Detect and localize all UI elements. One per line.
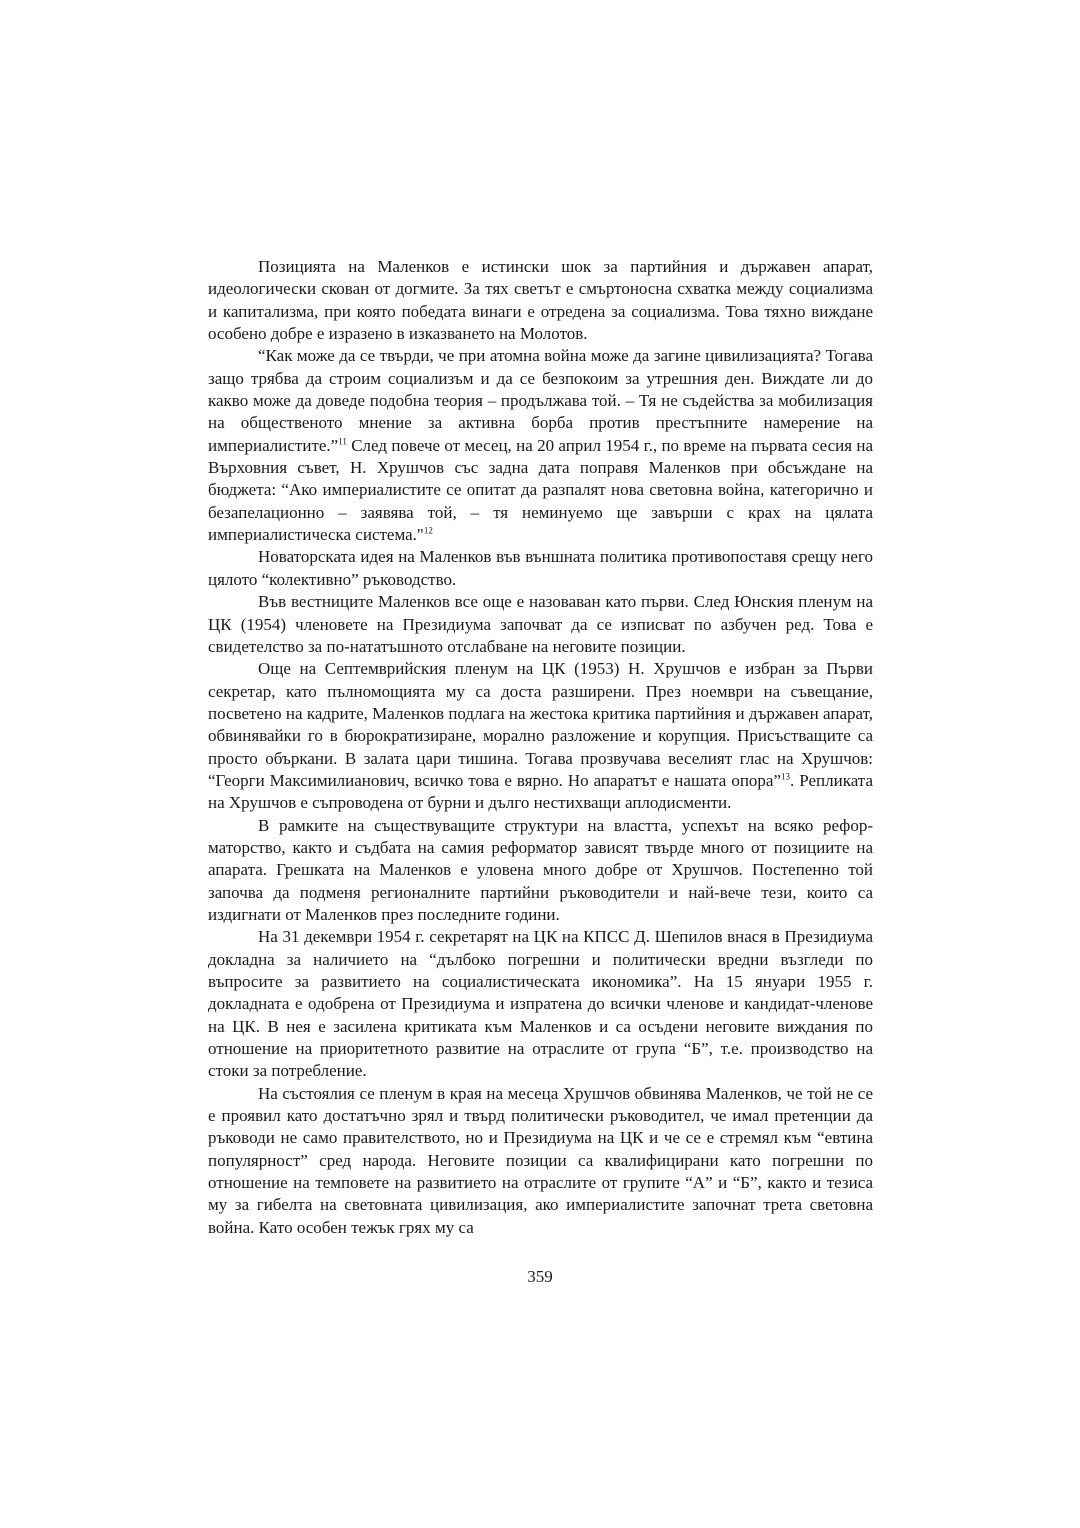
paragraph-2: [208, 345, 873, 546]
footnote-ref-13: 13: [781, 771, 791, 782]
footnote-ref-11: 11: [338, 436, 347, 447]
page-number: 359: [527, 1267, 553, 1286]
paragraph-5-text-cont: . Репликата на Хрушчов е съпроводена от бурни и дълго нестихващи аплодисменти.: [208, 770, 873, 813]
paragraph-4-text: Във вестниците Маленков все още е назоваван като първи. След Юнския пленум на ЦК (1954) членовете на Президиума започват да се изписват по азбучен ред. Това е свидетелство за по-нататъшното отслабване на неговите позиции.: [208, 592, 873, 656]
paragraph-5: [208, 658, 873, 814]
paragraph-3-text: Новаторската идея на Маленков във външната политика противопоставя срещу него цялото “колективно” ръководство.: [208, 547, 873, 589]
footnote-ref-12: 12: [423, 525, 433, 536]
paragraph-1-text: Позицията на Маленков е истински шок за партийния и държавен апарат, идеологически скован от догмите. За тях светът е смъртоносна схватка между социализма и капитализма, при която победата винаги е отредена за социализма. Това тяхно виждане особено добре е изразено в изказването на Молотов.: [208, 257, 873, 344]
paragraph-6-text: В рамките на съществуващите структури на властта, успехът на всяко реформаторство, както и съдбата на самия реформатор зависят твърде много от позициите на апарата. Грешката на Маленков е уловена много добре от Хрушчов. Постепенно той започва да подменя регионалните партийни ръководители и най-вече тези, които са издигнати от Маленков през последните години.: [208, 815, 873, 924]
paragraph-2-text: “Как може да се твърди, че при атомна война може да загине цивилизацията? Тогава защо трябва да строим социализъм и да се безпокоим за утрешния ден. Виждате ли до какво може да доведе подобна теория – продължава той. – Тя не съдейства за мобилизация на общественото мнение за активна борба против престъпните намерение на империалистите.”: [208, 346, 873, 455]
paragraph-5-text: Още на Септемврийския пленум на ЦК (1953) Н. Хрушчов е избран за Първи секретар, като пълномощията му са доста разширени. През ноември на съвещание, посветено на кадрите, Маленков подлага на жестока критика партийния и държавен апарат, обвинявайки го в бюрократизиране, морално разложение и корупция. Присъстващите са просто объркани. В залата цари тишина. Тогава прозвучава веселият глас на Хрушчов: “Георги Максимилианович, всичко това е вярно. Но апаратът е нашата опора”: [208, 659, 873, 790]
page-body: [208, 256, 873, 1239]
paragraph-2-text-cont: След повече от месец, на 20 април 1954 г., по време на първата сесия на Върховния съвет, Н. Хрушчов със задна дата поправя Маленков при обсъждане на бюджета: “Ако империалистите се опитат да разпалят нова световна война, категорично и безапелационно – заявява той, – тя неминуемо ще завърши с крах на цялата империалистическа система.": [208, 435, 873, 545]
paragraph-7: [208, 926, 873, 1082]
paragraph-8-text: На състоялия се пленум в края на месеца Хрушчов обвинява Маленков, че той не се е проявил като достатъчно зрял и твърд политически ръководител, че имал претенции да ръководи не само правителството, но и Президиума на ЦК и че се е стремял към “евтина популярност” сред народа. Неговите позиции са квалифицирани като погрешни по отношение на темповете на развитието на отраслите от групите “А” и “Б”, както и тезиса му за гибелта на световната цивилизация, ако империалистите започнат трета световна война. Като особен тежък грях му са: [208, 1083, 873, 1237]
paragraph-7-text: На 31 декември 1954 г. секретарят на ЦК на КПСС Д. Шепилов внася в Президиума докладна за наличието на “дълбоко погрешни и политически вредни възгледи по въпросите за развитието на социалистическата икономика”. На 15 януари 1955 г. докладната е одобрена от Президиума и изпратена до всички членове и кандидат-членове на ЦК. В нея е засилена критиката към Маленков и са осъдени неговите виждания по отношение на приоритетното развитие на отраслите от група “Б”, т.е. производство на стоки за потребление.: [208, 927, 873, 1081]
paragraph-1: [208, 256, 873, 345]
paragraph-6: [208, 815, 873, 927]
paragraph-8: [208, 1083, 873, 1239]
paragraph-4: [208, 591, 873, 658]
paragraph-3: [208, 546, 873, 591]
